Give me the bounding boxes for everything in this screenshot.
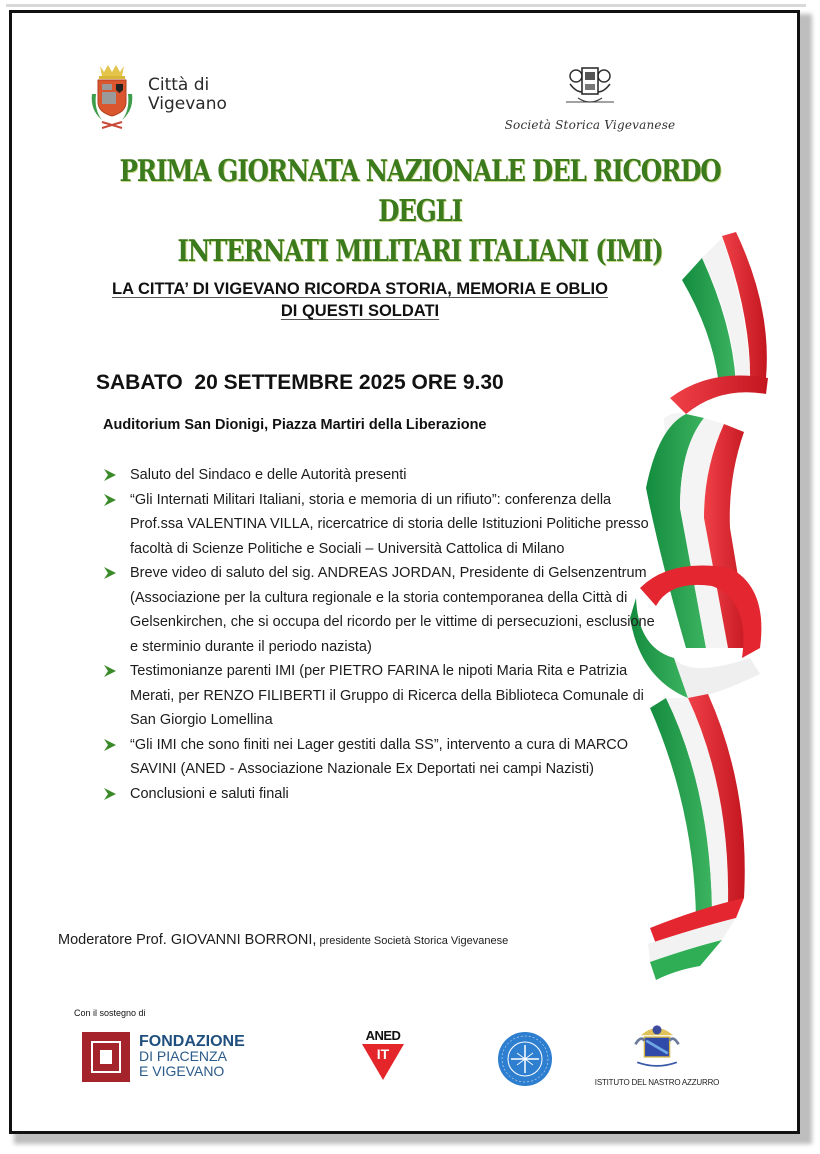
event-subtitle: LA CITTA’ DI VIGEVANO RICORDA STORIA, MEMORIA E OBLIO DI QUESTI SOLDATI (112, 280, 608, 320)
nastro-azzurro-crest-icon (630, 1022, 684, 1072)
arrowhead-bullet-icon (104, 788, 116, 800)
city-of-vigevano-logo (88, 62, 248, 134)
arrowhead-bullet-icon (104, 494, 116, 506)
nastro-azzurro-logo: ISTITUTO DEL NASTRO AZZURRO (582, 1022, 732, 1092)
program-item: “Gli IMI che sono finiti nei Lager gestiti dalla SS”, intervento a cura di MARCO SAVINI (ANED - Associazione Nazionale Ex Deportati nei campi Nazisti) (104, 733, 664, 782)
event-title: PRIMA GIORNATA NAZIONALE DEL RICORDO DEGLI INTERNATI MILITARI ITALIANI (IMI) (119, 154, 721, 269)
anei-seal-icon (497, 1031, 553, 1087)
fondazione-logo (82, 1032, 272, 1084)
program-item: Saluto del Sindaco e delle Autorità presenti (104, 463, 664, 488)
arrowhead-bullet-icon (104, 567, 116, 579)
arrowhead-bullet-icon (104, 739, 116, 751)
coat-of-arms-icon (88, 62, 136, 132)
aned-logo: ANED IT (360, 1028, 406, 1084)
moderator-line: Moderatore Prof. GIOVANNI BORRONI, presidente Società Storica Vigevanese (58, 932, 509, 948)
page-top-edge (6, 4, 806, 7)
fondazione-name: FONDAZIONE DI PIACENZA E VIGEVANO (139, 1033, 245, 1079)
event-date: SABATO 20 SETTEMBRE 2025 ORE 9.30 (96, 371, 504, 394)
arrowhead-bullet-icon (104, 469, 116, 481)
program-item: Conclusioni e saluti finali (104, 782, 664, 807)
fondazione-mark-icon (82, 1032, 130, 1082)
program-item: Testimonianze parenti IMI (per PIETRO FARINA le nipoti Maria Rita e Patrizia Merati, per RENZO FILIBERTI il Gruppo di Ricerca della Biblioteca Comunale di San Giorgio Lomellina (104, 659, 664, 733)
societa-storica-logo: Società Storica Vigevanese (500, 62, 690, 142)
sponsors-label: Con il sostegno di (74, 1008, 146, 1018)
program-item: “Gli Internati Militari Italiani, storia e memoria di un rifiuto”: conferenza della Prof.ssa VALENTINA VILLA, ricercatrice di storia delle Istituzioni Politiche presso facoltà di Scienze Politiche e Sociali – Università Cattolica di Milano (104, 488, 664, 562)
city-name: Città di Vigevano (148, 75, 227, 114)
event-venue: Auditorium San Dionigi, Piazza Martiri della Liberazione (103, 417, 487, 433)
program-list (104, 463, 664, 806)
program-item: Breve video di saluto del sig. ANDREAS JORDAN, Presidente di Gelsenzentrum (Associazione per la cultura regionale e la storia contemporanea della Città di Gelsenkirchen, che si occupa del ricordo per le vittime di persecuzioni, esclusione e sterminio durante il periodo nazista) (104, 561, 664, 659)
arrowhead-bullet-icon (104, 665, 116, 677)
society-crest-icon (560, 62, 620, 112)
